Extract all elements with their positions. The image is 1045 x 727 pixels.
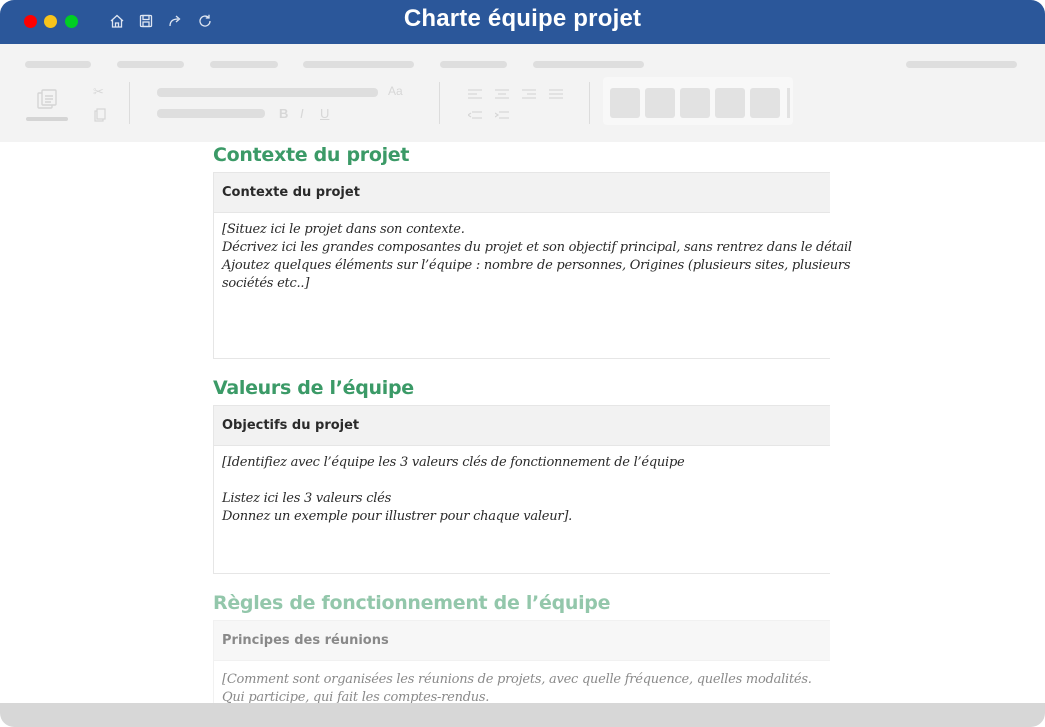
- body-line: Listez ici les 3 valeurs clés: [222, 491, 392, 506]
- body-line: Décrivez ici les grandes composantes du projet et son objectif principal, sans rentrez dans le détail: [222, 240, 852, 255]
- body-line: Ajoutez quelques éléments sur l’équipe : nombre de personnes, Origines (plusieurs sites, plusieurs: [222, 258, 851, 273]
- meetings-box[interactable]: [213, 620, 830, 703]
- ribbon-divider: [589, 82, 590, 124]
- box-body[interactable]: [214, 213, 852, 293]
- font-size-glyph[interactable]: Aa: [388, 84, 403, 98]
- ribbon-tab-placeholder[interactable]: [25, 61, 91, 68]
- window-title: Charte équipe projet: [403, 5, 642, 32]
- ribbon-tab-placeholder[interactable]: [303, 61, 414, 68]
- section-heading-values: Valeurs de l’équipe: [213, 377, 414, 399]
- underline-button[interactable]: U: [320, 106, 330, 121]
- paste-label-placeholder: [26, 117, 68, 121]
- section-heading-context: Contexte du projet: [213, 144, 410, 166]
- body-line: sociétés etc..]: [222, 276, 310, 291]
- section-heading-rules: Règles de fonctionnement de l’équipe: [213, 592, 611, 614]
- justify-icon[interactable]: [549, 86, 563, 104]
- font-family-select[interactable]: [157, 88, 378, 97]
- style-swatch[interactable]: [750, 88, 780, 118]
- align-left-icon[interactable]: [468, 86, 482, 104]
- body-line: [Comment sont organisées les réunions de projets, avec quelle fréquence, quelles modalités.: [222, 672, 812, 687]
- body-line: [Identifiez avec l’équipe les 3 valeurs clés de fonctionnement de l’équipe: [222, 455, 685, 470]
- align-center-icon[interactable]: [495, 86, 509, 104]
- box-title: Contexte du projet: [214, 173, 830, 213]
- ribbon-divider: [129, 82, 130, 124]
- outdent-icon[interactable]: [468, 106, 482, 124]
- body-line: [222, 472, 822, 490]
- objectives-box[interactable]: [213, 405, 830, 574]
- box-title: Principes des réunions: [214, 621, 830, 661]
- style-swatch[interactable]: [715, 88, 745, 118]
- ribbon-tab-placeholder[interactable]: [210, 61, 278, 68]
- body-line: [Situez ici le projet dans son contexte.: [222, 222, 465, 237]
- box-title: Objectifs du projet: [214, 406, 830, 446]
- ribbon-divider: [439, 82, 440, 124]
- box-body[interactable]: [214, 661, 830, 703]
- status-bar: [0, 703, 1045, 727]
- styles-scroll-handle[interactable]: [787, 88, 790, 118]
- indent-icon[interactable]: [495, 106, 509, 124]
- style-swatch[interactable]: [610, 88, 640, 118]
- align-right-icon[interactable]: [522, 86, 536, 104]
- font-size-select[interactable]: [157, 109, 265, 118]
- ribbon-toolbar: [0, 44, 1045, 142]
- cut-icon[interactable]: ✂: [93, 84, 104, 99]
- body-line: Qui participe, qui fait les comptes-rendus.: [222, 690, 490, 703]
- document-page: [0, 142, 1045, 703]
- ribbon-tab-placeholder[interactable]: [117, 61, 184, 68]
- style-swatch[interactable]: [645, 88, 675, 118]
- ribbon-tab-placeholder[interactable]: [440, 61, 507, 68]
- title-bar: [0, 0, 1045, 44]
- bold-button[interactable]: B: [279, 106, 289, 121]
- body-line: Donnez un exemple pour illustrer pour chaque valeur].: [222, 509, 573, 524]
- italic-button[interactable]: I: [300, 106, 304, 121]
- paste-icon[interactable]: [36, 88, 58, 110]
- copy-icon[interactable]: [94, 108, 106, 122]
- box-body[interactable]: [214, 446, 830, 526]
- ribbon-tab-placeholder[interactable]: [906, 61, 1017, 68]
- context-box[interactable]: [213, 172, 852, 359]
- style-swatch[interactable]: [680, 88, 710, 118]
- ribbon-tab-placeholder[interactable]: [533, 61, 644, 68]
